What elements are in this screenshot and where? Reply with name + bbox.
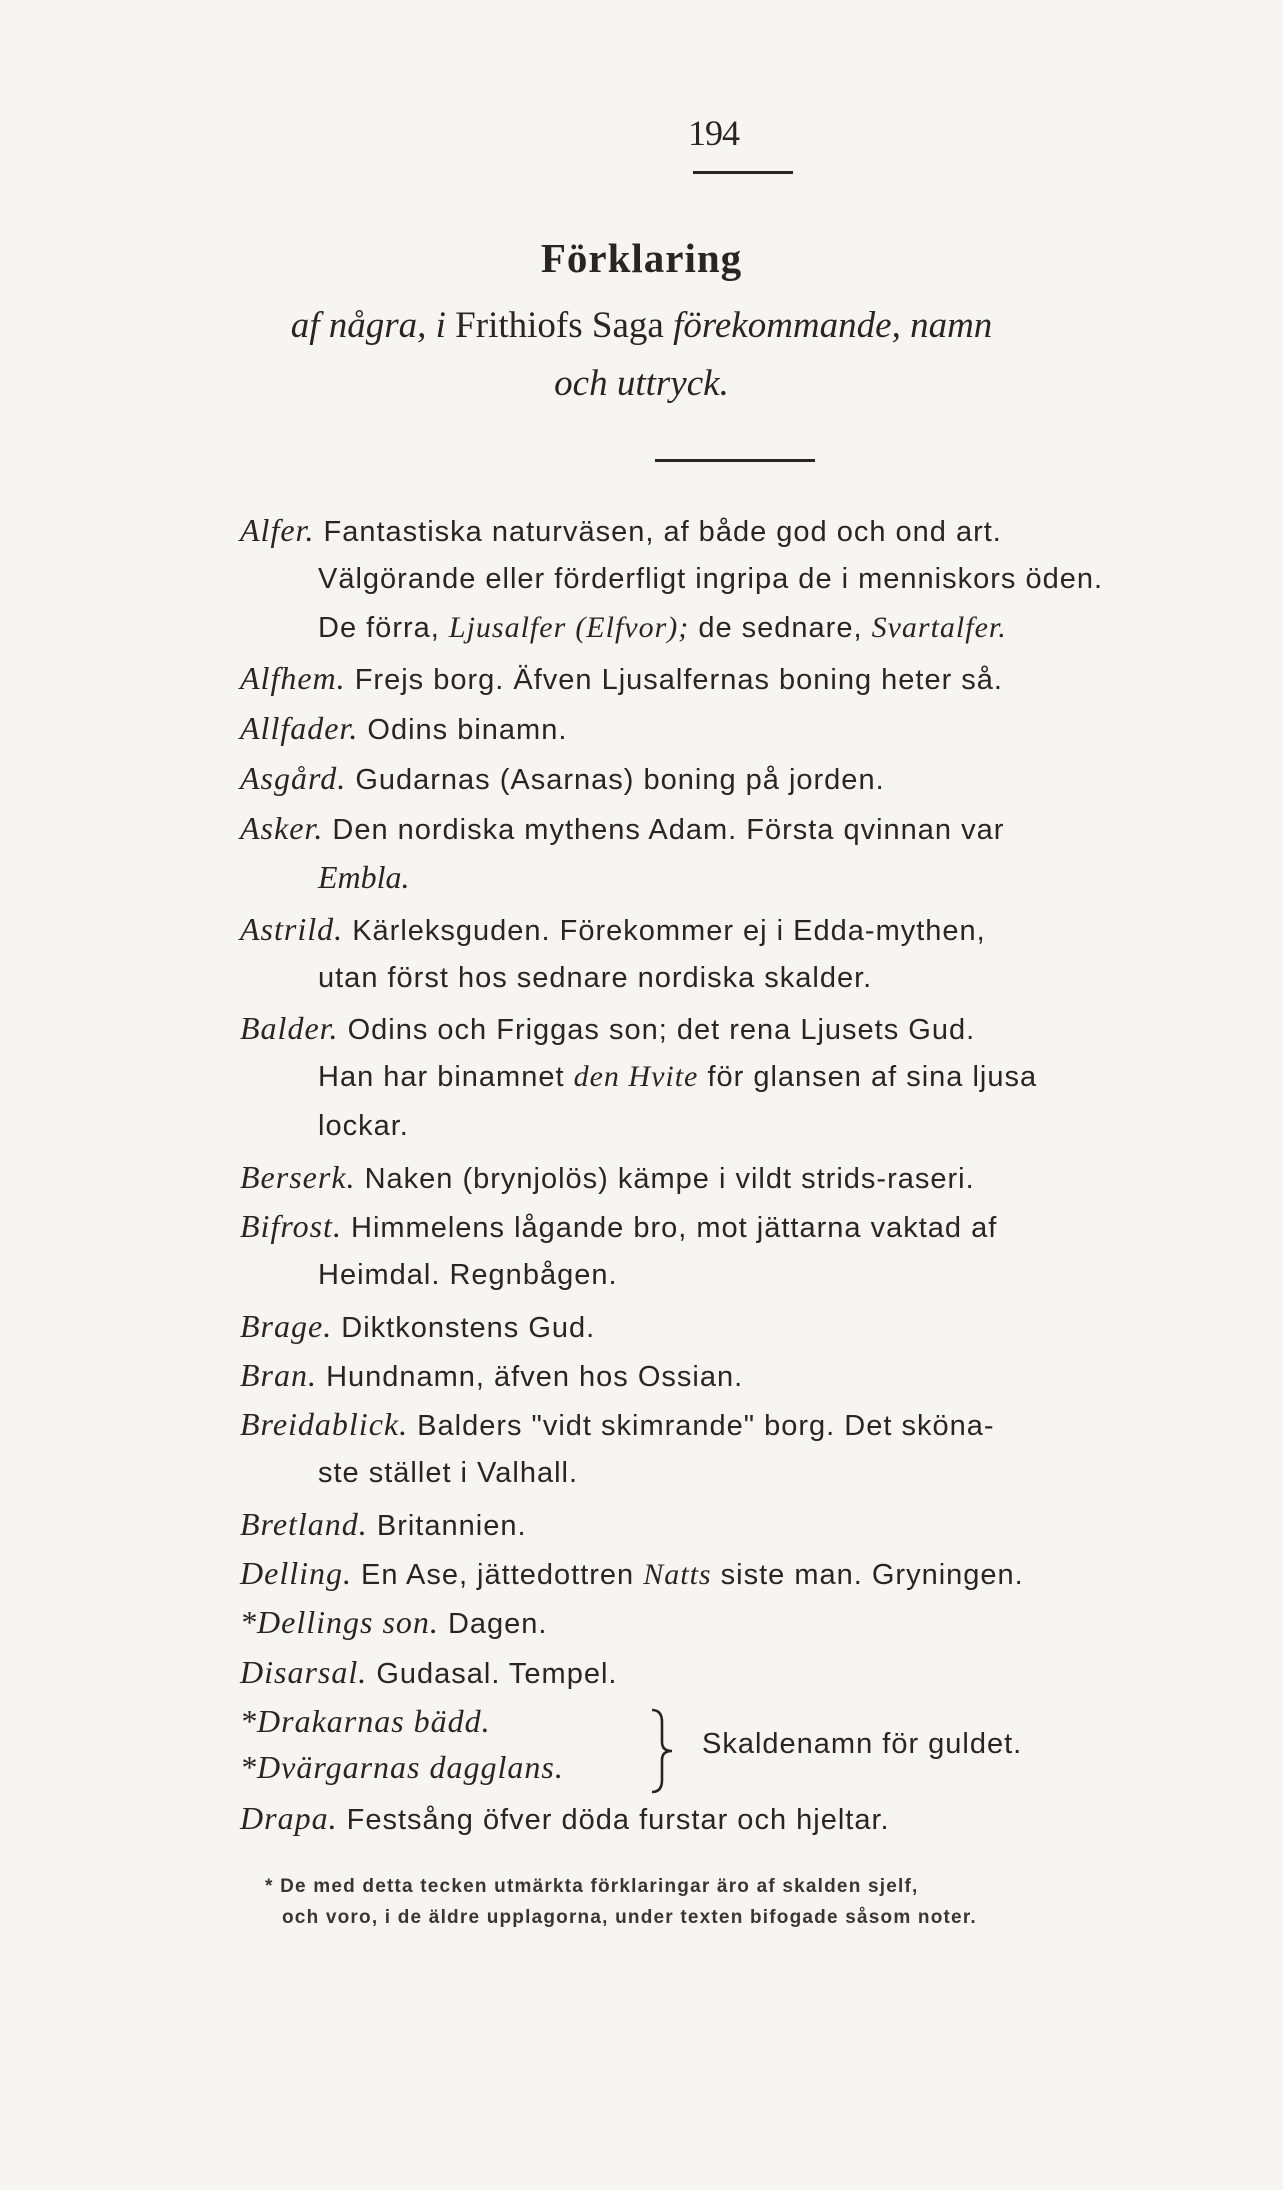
headword: Alfhem.: [240, 660, 346, 696]
entry-balder-line-3: lockar.: [318, 1110, 409, 1142]
term: Natts: [643, 1558, 712, 1591]
headword: *Dellings son.: [240, 1604, 439, 1640]
term: (Elfvor);: [575, 611, 690, 644]
definition: de sednare,: [698, 612, 863, 644]
definition: Himmelens lågande bro, mot jättarna vaktad af: [351, 1212, 998, 1244]
entry-dvargarnas-dagglans: [240, 1745, 564, 1791]
entry-bifrost: [240, 1204, 997, 1250]
definition: siste man. Gryningen.: [720, 1559, 1024, 1591]
entry-asker: [240, 806, 1004, 852]
entry-balder-line-2: [318, 1055, 1037, 1099]
definition: Dagen.: [447, 1608, 548, 1640]
subtitle-part: af några,: [290, 305, 427, 346]
definition: Hundnamn, äfven hos Ossian.: [326, 1361, 744, 1393]
headword: Disarsal.: [240, 1654, 368, 1690]
entry-allfader: [240, 706, 567, 752]
definition: Han har binamnet: [318, 1061, 565, 1093]
section-heading: Förklaring: [540, 235, 743, 281]
entry-dellings-son: [240, 1600, 547, 1646]
headword: Bran.: [240, 1357, 317, 1393]
entry-breidablick-line-2: ste stället i Valhall.: [318, 1457, 579, 1489]
shared-definition: Skaldenamn för guldet.: [702, 1728, 1023, 1760]
definition: Den nordiska mythens Adam. Första qvinnan var: [332, 814, 1005, 846]
headword: *Dvärgarnas dagglans.: [240, 1749, 564, 1785]
definition: En Ase, jättedottren: [361, 1559, 635, 1591]
entry-berserk: [240, 1155, 975, 1201]
term: Embla.: [318, 859, 410, 895]
headword: Allfader.: [240, 710, 359, 746]
definition: Frejs borg. Äfven Ljusalfernas boning heter så.: [354, 664, 1003, 696]
definition: Gudasal. Tempel.: [376, 1658, 618, 1690]
entry-alfer: [240, 508, 1002, 554]
footnote-line-2: och voro, i de äldre upplagorna, under texten bifogade såsom noter.: [282, 1907, 977, 1928]
headword: Alfer.: [240, 512, 315, 548]
headword: Balder.: [240, 1010, 339, 1046]
definition: Britannien.: [376, 1510, 527, 1542]
headword: Bifrost.: [240, 1208, 342, 1244]
entry-alfhem: [240, 656, 1003, 702]
entry-astrild: [240, 907, 986, 953]
headword: Delling.: [240, 1555, 352, 1591]
definition: Balders "vidt skimrande" borg. Det sköna-: [417, 1410, 995, 1442]
definition: Odins binamn.: [367, 714, 568, 746]
definition: Odins och Friggas son; det rena Ljusets Gud.: [347, 1014, 976, 1046]
entry-astrild-line-2: utan först hos sednare nordiska skalder.: [318, 962, 873, 994]
brace-symbol: [650, 1708, 674, 1794]
entry-breidablick: [240, 1402, 995, 1448]
entry-disarsal: [240, 1650, 617, 1696]
headword: *Drakarnas bädd.: [240, 1703, 491, 1739]
headword: Astrild.: [240, 911, 344, 947]
headword: Brage.: [240, 1308, 333, 1344]
page-number: 194: [688, 113, 739, 153]
entry-alfer-line-3: [318, 606, 1007, 650]
subtitle-part: i: [435, 305, 446, 346]
definition: Diktkonstens Gud.: [341, 1312, 596, 1344]
entry-balder: [240, 1006, 975, 1052]
definition: Naken (brynjolös) kämpe i vildt strids-raseri.: [364, 1163, 975, 1195]
headword: Asker.: [240, 810, 324, 846]
definition: Gudarnas (Asarnas) boning på jorden.: [355, 764, 885, 796]
term: den Hvite: [573, 1060, 699, 1093]
definition: Kärleksguden. Förekommer ej i Edda-mythen,: [352, 915, 986, 947]
term: Ljusalfer: [448, 611, 567, 644]
definition: Festsång öfver döda furstar och hjeltar.: [346, 1804, 890, 1836]
entry-brage: [240, 1304, 595, 1350]
entry-drakarnas-badd: [240, 1699, 491, 1745]
headword: Breidablick.: [240, 1406, 409, 1442]
entry-asker-line-2: [318, 855, 410, 901]
entry-alfer-line-2: Välgörande eller förderfligt ingripa de i menniskors öden.: [318, 563, 1104, 595]
headword: Bretland.: [240, 1506, 368, 1542]
entry-delling: [240, 1551, 1024, 1597]
entry-bifrost-line-2: Heimdal. Regnbågen.: [318, 1259, 618, 1291]
footnote-line-1: * De med detta tecken utmärkta förklaringar äro af skalden sjelf,: [265, 1876, 919, 1897]
entry-drapa: [240, 1796, 890, 1842]
headword: Drapa.: [240, 1800, 338, 1836]
definition: för glansen af sina ljusa: [707, 1061, 1038, 1093]
entry-asgard: [240, 756, 885, 802]
subtitle-line-2: och uttryck.: [554, 363, 729, 404]
entry-bretland: [240, 1502, 527, 1548]
definition: De förra,: [318, 612, 440, 644]
term: Svartalfer.: [871, 611, 1007, 644]
entry-bran: [240, 1353, 743, 1399]
subtitle-saga-title: Frithiofs Saga: [455, 305, 664, 346]
headword: Berserk.: [240, 1159, 356, 1195]
definition: Fantastiska naturväsen, af både god och ond art.: [323, 516, 1002, 548]
subtitle-part: förekommande, namn: [673, 305, 993, 346]
headword: Asgård.: [240, 760, 347, 796]
